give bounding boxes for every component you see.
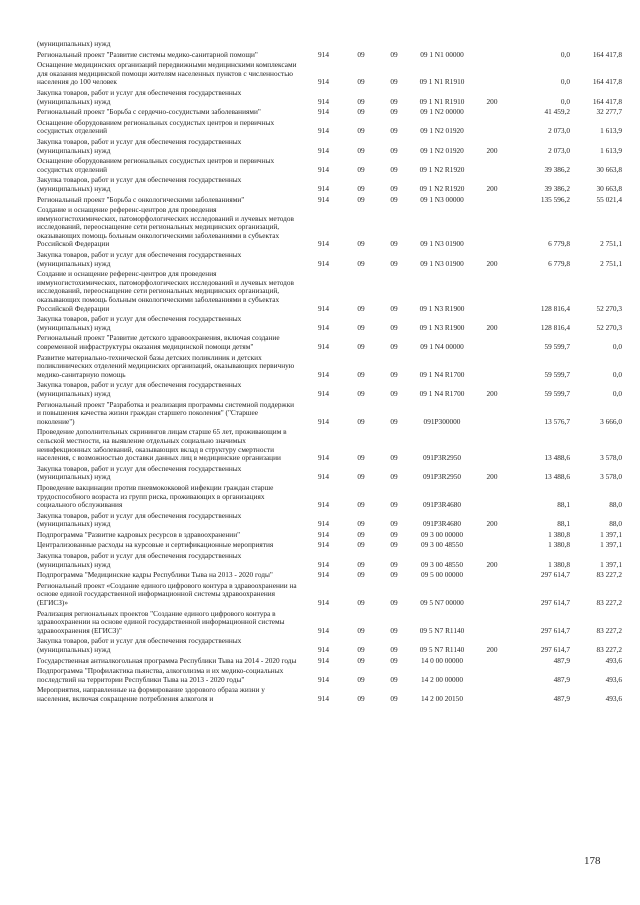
table-row [37,49,622,60]
row-section-code: 09 [357,416,365,426]
row-target-code: 09 1 N2 00000 [420,107,464,117]
row-subsection-code: 09 [390,529,398,539]
row-target-code: 09 5 00 00000 [421,570,463,580]
row-amount-1: 88,1 [557,500,570,510]
row-amount-2: 1 397,1 [600,540,622,550]
row-amount-2: 1 397,1 [600,529,622,539]
row-amount-1: 487,9 [553,693,570,703]
table-row [37,332,622,351]
row-subsection-code: 09 [390,519,398,529]
row-amount-1: 59 599,7 [544,388,570,398]
row-subsection-code [380,38,408,49]
row-target-code: 091P3R2950 [422,453,462,463]
row-amount-1: 13 488,6 [544,472,570,482]
row-name: Оснащение оборудованием региональных сосудистых центров и первичных сосудистых отделений [37,117,275,136]
row-amount-2: 164 417,8 [592,77,622,87]
row-amount-1: 135 596,2 [540,194,570,204]
row-amount-2: 1 397,1 [600,559,622,569]
row-target-code: 09 1 N1 R1910 [419,96,465,106]
table-row [37,136,622,155]
row-section-code: 09 [357,655,365,665]
row-name: Региональный проект "Борьба с онкологическими заболеваниями" [37,194,245,204]
row-section-code: 09 [357,342,365,351]
row-target-code: 09 1 N1 R1910 [419,77,465,87]
row-section-code: 09 [357,500,365,510]
table-row [37,635,622,654]
row-amount-1: 297 614,7 [540,570,570,580]
row-subsection-code: 09 [390,645,398,654]
row-subsection-code: 09 [390,453,398,463]
row-amount-2: 0,0 [612,369,622,379]
row-name: Мероприятия, направленные на формирование здорового образа жизни у населения, включая сокращение потребления алкоголя и [37,685,265,703]
table-row [37,117,622,136]
row-target-code: 09 1 N4 00000 [420,342,464,351]
row-subsection-code: 09 [390,49,398,59]
row-amount-1: 0,0 [560,49,570,59]
row-name: Закупка товаров, работ и услуг для обеспечения государственных (муниципальных) нужд [37,463,242,482]
row-name: Оснащение медицинских организаций передвижными медицинскими комплексами для оказания медицинской помощи жителям населенных пунктов с численностью населения до 100 человек [37,60,297,87]
row-subsection-code: 09 [390,674,398,684]
row-expense-type [476,204,508,249]
row-ministry-code: 914 [318,570,329,580]
table-row [37,106,622,117]
row-subsection-code: 09 [390,342,398,351]
row-ministry-code: 914 [318,126,329,136]
row-expense-type [476,482,508,510]
row-name: Развитие материально-технической базы детских поликлиник и детских поликлинических отделений медицинских организаций, оказывающих первичную медико-санитарную помощь [37,352,295,379]
row-expense-type [476,655,508,666]
row-ministry-code: 914 [318,598,329,608]
row-amount-2: 83 227,2 [596,570,622,580]
row-amount-1: 39 386,2 [544,164,570,174]
row-section-code: 09 [357,322,365,332]
row-expense-type [476,332,508,351]
row-name: (муниципальных) нужд [37,39,111,48]
row-amount-1: 0,0 [560,77,570,87]
row-ministry-code: 914 [318,322,329,332]
budget-table-body [37,38,622,704]
row-target-code: 14 2 00 20150 [421,693,463,703]
row-target-code: 09 1 N3 R1900 [419,322,465,332]
row-section-code: 09 [357,303,365,313]
row-target-code: 09 3 00 48550 [421,540,463,550]
row-expense-type [476,539,508,550]
row-subsection-code: 09 [390,559,398,569]
row-subsection-code: 09 [390,322,398,332]
row-subsection-code: 09 [390,77,398,87]
row-section-code: 09 [357,674,365,684]
row-section-code: 09 [357,625,365,635]
table-row [37,608,622,636]
row-amount-2: 493,6 [605,674,622,684]
row-section-code: 09 [357,164,365,174]
row-amount-1: 487,9 [553,674,570,684]
row-target-code: 091P300000 [423,416,461,426]
row-ministry-code: 914 [318,472,329,482]
row-target-code: 091P3R4680 [422,519,462,529]
row-amount-2 [570,38,622,49]
row-subsection-code: 09 [390,145,398,155]
table-row [37,87,622,106]
row-expense-type [476,268,508,313]
row-subsection-code: 09 [390,96,398,106]
row-section-code: 09 [357,529,365,539]
row-expense-type [476,38,508,49]
row-amount-2: 1 613,9 [600,126,622,136]
row-name: Региональный проект "Развитие детского здравоохранения, включая создание современной инфраструктуры оказания медицинской помощи детям" [37,333,280,351]
row-section-code: 09 [357,472,365,482]
row-name: Государственная антиалкогольная программа Республики Тыва на 2014 - 2020 годы [37,655,297,665]
row-target-code: 09 1 N3 01900 [420,239,464,249]
table-row [37,463,622,482]
table-row [37,379,622,398]
row-expense-type [476,106,508,117]
row-amount-2: 2 751,1 [600,258,622,268]
row-section-code: 09 [357,369,365,379]
row-name: Проведение дополнительных скринингов лицам старше 65 лет, проживающим в сельской местности, на выявление отдельных социально значимых неинфекционных заболеваний, оказывающих вклад в структуру смертности населения, с возможностью доставки данных лиц в медицинские организации [37,427,287,463]
row-target-code: 09 5 N7 R1140 [419,645,465,654]
row-target-code: 091P3R2950 [422,472,462,482]
row-name: Подпрограмма "Профилактика пьянства, алкоголизма и их медико-социальных последствий на территории Республики Тыва на 2013 - 2020 годы" [37,666,284,684]
row-name: Закупка товаров, работ и услуг для обеспечения государственных (муниципальных) нужд [37,636,242,654]
row-amount-1: 297 614,7 [540,598,570,608]
row-ministry-code: 914 [318,49,329,59]
row-target-code: 09 1 N2 01920 [420,126,464,136]
row-name: Закупка товаров, работ и услуг для обеспечения государственных (муниципальных) нужд [37,136,242,155]
row-target-code: 09 5 N7 00000 [420,598,464,608]
row-amount-2: 493,6 [605,655,622,665]
row-amount-1: 59 599,7 [544,369,570,379]
row-ministry-code: 914 [318,453,329,463]
row-ministry-code: 914 [318,674,329,684]
row-section-code: 09 [357,126,365,136]
row-expense-type [476,684,508,703]
row-expense-type [476,426,508,462]
row-name: Закупка товаров, работ и услуг для обеспечения государственных (муниципальных) нужд [37,551,242,569]
row-amount-1: 487,9 [553,655,570,665]
row-amount-2: 30 663,8 [596,183,622,193]
row-amount-1: 297 614,7 [540,625,570,635]
row-name: Закупка товаров, работ и услуг для обеспечения государственных (муниципальных) нужд [37,250,242,268]
row-target-code: 09 3 00 00000 [421,529,463,539]
row-ministry-code: 914 [318,693,329,703]
row-target-code: 14 0 00 00000 [421,655,463,665]
row-section-code: 09 [357,49,365,59]
row-subsection-code: 09 [390,164,398,174]
row-section-code: 09 [357,77,365,87]
row-name: Закупка товаров, работ и услуг для обеспечения государственных (муниципальных) нужд [37,87,242,106]
table-row [37,539,622,550]
row-section-code [342,38,380,49]
row-section-code: 09 [357,239,365,249]
row-ministry-code: 914 [318,500,329,510]
table-row [37,655,622,666]
row-ministry-code: 914 [318,239,329,249]
row-ministry-code: 914 [318,258,329,268]
table-row [37,38,622,49]
row-ministry-code: 914 [318,303,329,313]
row-target-code: 09 1 N2 R1920 [419,164,465,174]
row-section-code: 09 [357,645,365,654]
row-subsection-code: 09 [390,598,398,608]
row-section-code: 09 [357,453,365,463]
row-amount-2: 83 227,2 [596,625,622,635]
row-target-code: 09 1 N2 R1920 [419,183,465,193]
row-amount-2: 0,0 [612,388,622,398]
row-ministry-code: 914 [318,194,329,204]
row-ministry-code: 914 [318,342,329,351]
row-expense-type [476,194,508,205]
row-ministry-code: 914 [318,183,329,193]
table-row [37,59,622,87]
row-subsection-code: 09 [390,194,398,204]
row-name: Подпрограмма "Развитие кадровых ресурсов в здравоохранении" [37,529,241,539]
table-row [37,426,622,462]
row-expense-type [476,608,508,636]
row-target-code: 091P3R4680 [422,500,462,510]
row-target-code: 09 1 N4 R1700 [419,369,465,379]
table-row [37,580,622,608]
row-target-code: 09 1 N3 00000 [420,194,464,204]
row-ministry-code: 914 [318,77,329,87]
row-expense-type: 200 [486,519,498,529]
row-expense-type [476,117,508,136]
row-amount-1: 13 576,7 [544,416,570,426]
row-section-code: 09 [357,145,365,155]
row-target-code: 09 1 N3 01900 [420,258,464,268]
row-target-code: 14 2 00 00000 [421,674,463,684]
row-ministry-code: 914 [318,519,329,529]
budget-table [37,38,622,704]
row-amount-1: 88,1 [557,519,570,529]
table-row [37,155,622,174]
row-ministry-code: 914 [318,107,329,117]
row-ministry-code: 914 [318,540,329,550]
row-ministry-code: 914 [318,529,329,539]
row-expense-type [476,580,508,608]
row-expense-type [476,155,508,174]
row-ministry-code: 914 [318,164,329,174]
table-row [37,352,622,380]
row-target-code: 09 1 N2 01920 [420,145,464,155]
row-target-code: 09 3 00 48550 [421,559,463,569]
row-section-code: 09 [357,388,365,398]
row-subsection-code: 09 [390,107,398,117]
row-expense-type [476,529,508,540]
row-ministry-code: 914 [318,369,329,379]
row-target-code: 09 5 N7 R1140 [419,625,465,635]
row-name: Создание и оснащение референс-центров для проведения иммуногистохимических, патоморфологических исследований и лучевых методов исследований, переоснащение сети региональных медицинских организаций, оказывающих помощь больным онкологическими заболеваниями в субъектах Российской Федерации [37,205,294,249]
table-row [37,194,622,205]
row-amount-1: 1 380,8 [548,559,570,569]
row-expense-type: 200 [486,145,498,155]
row-subsection-code: 09 [390,416,398,426]
row-expense-type [476,569,508,580]
row-amount-2: 88,0 [609,500,622,510]
row-subsection-code: 09 [390,570,398,580]
row-target-code: 09 1 N4 R1700 [419,388,465,398]
row-ministry-code: 914 [318,625,329,635]
row-target-code: 09 1 N1 00000 [420,49,464,59]
row-section-code: 09 [357,559,365,569]
row-expense-type: 200 [486,183,498,193]
row-ministry-code: 914 [318,388,329,398]
row-section-code: 09 [357,540,365,550]
row-expense-type [476,49,508,60]
row-amount-1: 6 779,8 [548,239,570,249]
row-section-code: 09 [357,183,365,193]
row-amount-1: 0,0 [560,96,570,106]
row-name: Закупка товаров, работ и услуг для обеспечения государственных (муниципальных) нужд [37,314,242,332]
row-name: Региональный проект "Разработка и реализация программы системной поддержки и повышения качества жизни граждан старшего поколения" ("Старшее поколение") [37,399,295,426]
row-subsection-code: 09 [390,126,398,136]
row-amount-2: 3 578,0 [600,453,622,463]
row-name: Закупка товаров, работ и услуг для обеспечения государственных (муниципальных) нужд [37,510,242,529]
row-amount-2: 55 021,4 [596,194,622,204]
row-amount-1: 6 779,8 [548,258,570,268]
row-name: Оснащение оборудованием региональных сосудистых центров и первичных сосудистых отделений [37,156,275,174]
row-section-code: 09 [357,258,365,268]
row-name: Создание и оснащение референс-центров для проведения иммуногистохимических, патоморфологических исследований и лучевых методов исследований, переоснащение сети региональных медицинских организаций, оказывающих помощь больным онкологическими заболеваниями в субъектах Российской Федерации [37,269,294,313]
row-section-code: 09 [357,96,365,106]
row-ministry-code: 914 [318,655,329,665]
row-expense-type: 200 [486,472,498,482]
row-expense-type [476,665,508,684]
row-amount-2: 32 277,7 [596,107,622,117]
row-name: Закупка товаров, работ и услуг для обеспечения государственных (муниципальных) нужд [37,175,242,193]
row-subsection-code: 09 [390,693,398,703]
row-section-code: 09 [357,519,365,529]
row-section-code: 09 [357,693,365,703]
row-amount-2: 2 751,1 [600,239,622,249]
table-row [37,550,622,569]
row-amount-2: 493,6 [605,693,622,703]
row-expense-type: 200 [486,559,498,569]
row-amount-1: 1 380,8 [548,540,570,550]
row-amount-1: 1 380,8 [548,529,570,539]
row-expense-type [476,59,508,87]
row-name: Подпрограмма "Медицинские кадры Республики Тыва на 2013 - 2020 годы" [37,570,273,580]
row-amount-2: 52 270,3 [596,303,622,313]
table-row [37,399,622,427]
row-expense-type [476,399,508,427]
row-amount-2: 0,0 [612,342,622,351]
row-subsection-code: 09 [390,183,398,193]
row-subsection-code: 09 [390,369,398,379]
row-amount-2: 3 666,0 [600,416,622,426]
row-section-code: 09 [357,107,365,117]
row-amount-1: 2 073,0 [548,126,570,136]
row-section-code: 09 [357,598,365,608]
row-subsection-code: 09 [390,303,398,313]
row-subsection-code: 09 [390,472,398,482]
row-expense-type: 200 [486,258,498,268]
table-row [37,482,622,510]
row-subsection-code: 09 [390,388,398,398]
row-expense-type: 200 [486,645,498,654]
row-target-code: 09 1 N3 R1900 [419,303,465,313]
table-row [37,684,622,703]
row-name: Региональный проект "Борьба с сердечно-сосудистыми заболеваниями" [37,107,261,117]
row-amount-1: 13 488,6 [544,453,570,463]
row-amount-1: 39 386,2 [544,183,570,193]
row-amount-2: 3 578,0 [600,472,622,482]
row-expense-type: 200 [486,96,498,106]
row-subsection-code: 09 [390,258,398,268]
table-row [37,529,622,540]
row-ministry-code: 914 [318,96,329,106]
row-target-code [408,38,476,49]
table-row [37,174,622,193]
row-expense-type: 200 [486,388,498,398]
row-ministry-code [305,38,342,49]
row-ministry-code: 914 [318,645,329,654]
row-section-code: 09 [357,570,365,580]
row-amount-1: 297 614,7 [540,645,570,654]
row-amount-1: 59 599,7 [544,342,570,351]
row-subsection-code: 09 [390,655,398,665]
table-row [37,665,622,684]
row-name: Централизованные расходы на курсовые и сертификационные мероприятия [37,540,274,550]
row-subsection-code: 09 [390,625,398,635]
table-row [37,204,622,249]
row-amount-1: 41 459,2 [544,107,570,117]
row-amount-2: 1 613,9 [600,145,622,155]
row-amount-1: 128 816,4 [540,322,570,332]
row-ministry-code: 914 [318,416,329,426]
page-number: 178 [584,855,601,867]
row-ministry-code: 914 [318,559,329,569]
row-name: Проведение вакцинации против пневмококковой инфекции граждан старше трудоспособного возраста из групп риска, проживающих в организациях социального обслуживания [37,482,274,510]
row-amount-2: 164 417,8 [592,96,622,106]
row-amount-2: 88,0 [609,519,622,529]
row-amount-1: 128 816,4 [540,303,570,313]
row-section-code: 09 [357,194,365,204]
row-amount-1 [508,38,570,49]
row-amount-2: 52 270,3 [596,322,622,332]
row-subsection-code: 09 [390,500,398,510]
row-amount-2: 164 417,8 [592,49,622,59]
table-row [37,249,622,268]
table-row [37,268,622,313]
row-name: Реализация региональных проектов "Создание единого цифрового контура в здравоохранении на основе единой государственной информационной системы здравоохранения (ЕГИСЗ)" [37,608,285,635]
row-expense-type: 200 [486,322,498,332]
row-name: Региональный проект «Создание единого цифрового контура в здравоохранении на основе единой государственной информационной системы здравоохранения (ЕГИСЗ)» [37,580,297,608]
row-amount-2: 83 227,2 [596,598,622,608]
row-ministry-code: 914 [318,145,329,155]
row-name: Региональный проект "Развитие системы медико-санитарной помощи" [37,49,258,59]
table-row [37,569,622,580]
table-row [37,313,622,332]
row-amount-2: 83 227,2 [596,645,622,654]
row-subsection-code: 09 [390,540,398,550]
row-amount-2: 30 663,8 [596,164,622,174]
row-expense-type [476,352,508,380]
row-name: Закупка товаров, работ и услуг для обеспечения государственных (муниципальных) нужд [37,380,242,398]
table-row [37,510,622,529]
row-amount-1: 2 073,0 [548,145,570,155]
row-subsection-code: 09 [390,239,398,249]
